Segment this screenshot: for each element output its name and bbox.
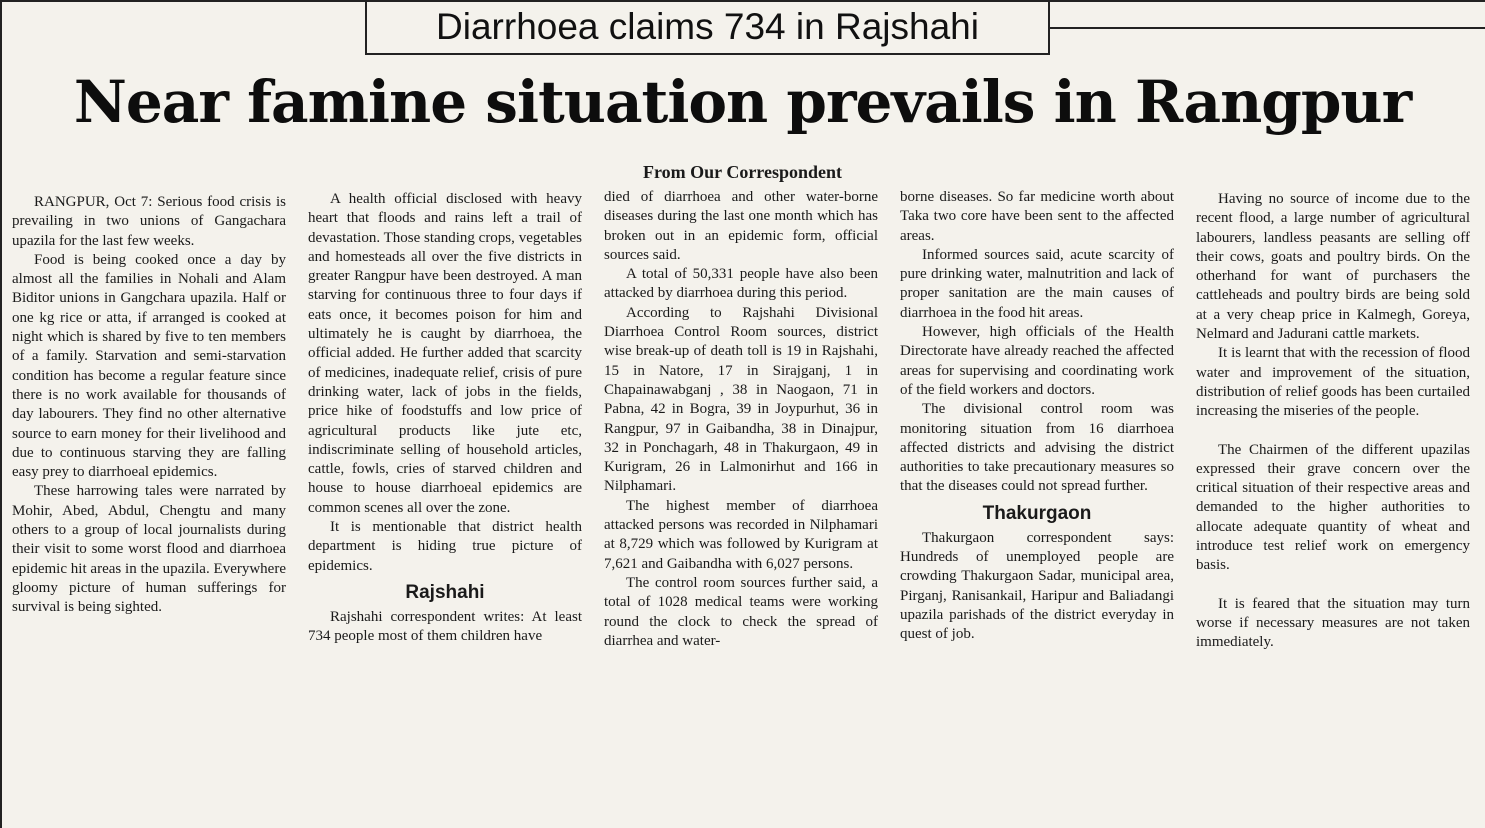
paragraph: Rajshahi correspondent writes: At least 734 people most of them children have: [308, 608, 582, 645]
paragraph: died of diarrhoea and other water-borne diseases during the last one month which has broken out in an epidemic form, official sources said.: [604, 189, 878, 263]
byline: From Our Correspondent: [642, 162, 842, 182]
paragraph: Thakurgaon correspondent says: Hundreds of unemployed people are crowding Thakurgaon Sadar, municipal area, Pirganj, Ranisankail, Haripur and Baliadangi upazila parishads of the district everyday in quest of job.: [900, 529, 1174, 643]
main-headline: Near famine situation prevails in Rangpur: [73, 68, 1412, 136]
subhead-rajshahi: Rajshahi: [405, 581, 485, 603]
article-column-4: [900, 188, 1174, 822]
paragraph: It is feared that the situation may turn worse if necessary measures are not taken immediately.: [1196, 595, 1470, 651]
paragraph: Having no source of income due to the recent flood, a large number of agricultural labourers, landless peasants are selling off their cows, goats and poultry birds. On the otherhand for want of purchasers the cattleheads and poultry birds are being sold at a very cheap price in Kalmegh, Goreya, Nelmard and Jadurani cattle markets.: [1196, 191, 1470, 343]
paragraph: Informed sources said, acute scarcity of pure drinking water, malnutrition and lack of proper sanitation are the main causes of diarrhoea in the food hit areas.: [900, 246, 1174, 321]
paragraph: According to Rajshahi Divisional Diarrhoea Control Room sources, district wise break-up of death toll is 19 in Rajshahi, 15 in Natore, 17 in Sirajganj, 1 in Chapainawabganj , 38 in Naogaon, 71 in Pabna, 42 in Bogra, 39 in Joypurhut, 36 in Rangpur, 97 in Gaibandha, 38 in Dinajpur, 32 in Ponchagarh, 48 in Thakurgaon, 49 in Kurigram, 26 in Lalmonirhut and 166 in Nilphamari.: [604, 304, 878, 495]
article-column-2: [308, 190, 582, 824]
article-column-3: [604, 188, 878, 822]
paragraph: These harrowing tales were narrated by Mohir, Abed, Abdul, Chengtu and many others to a group of local journalists during their visit to some worst flood and diarrhoea epidemic hit areas in the upazila. Everywhere gloomy picture of human sufferings for survival is being sighted.: [12, 483, 286, 616]
paragraph: A total of 50,331 people have also been attacked by diarrhoea during this period.: [604, 266, 878, 302]
paragraph: The highest member of diarrhoea attacked persons was recorded in Nilphamari at 8,729 which was followed by Kurigram at 7,621 and Gaibandha with 6,027 persons.: [604, 497, 878, 572]
subhead-thakurgaon: Thakurgaon: [982, 502, 1092, 524]
article-column-1: [12, 193, 286, 827]
top-rule: [1050, 27, 1485, 29]
paragraph: A health official disclosed with heavy heart that floods and rains left a trail of devastation. Those standing crops, vegetables and homesteads all over the five districts in greater Rangpur have been destroyed. A man starving for continuous three to four days if eats once, it becomes poison for him and ultimately he is caught by diarrhoea, the official added. He further added that scarcity of medicines, inadequate relief, crisis of pure drinking water, lack of jobs in the fields, price hike of foodstuffs and low price of agricultural products like jute etc, indiscriminate selling of household articles, cattle, fowls, cries of starved children and house to house diarrhoeal epidemics are common scenes all over the zone.: [308, 191, 582, 516]
paragraph: The control room sources further said, a total of 1028 medical teams were working round the clock to check the spread of diarrhea and water-: [604, 574, 878, 649]
article-column-5: [1196, 190, 1470, 824]
paragraph: It is learnt that with the recession of flood water and improvement of the situation, distribution of relief goods has been curtailed increasing the miseries of the people.: [1196, 345, 1470, 420]
paragraph: borne diseases. So far medicine worth about Taka two core have been sent to the affected areas.: [900, 189, 1174, 244]
paragraph: Food is being cooked once a day by almost all the families in Nohali and Alam Biditor unions in Gangchara upazila. Half or one kg rice or atta, if arranged is cooked at night which is shared by five to ten members of a family. Starvation and semi-starvation condition has become a regular feature since there is no work available for thousands of day labourers. They find no other alternative source to earn money for their livelihood and due to continuous starving they are falling easy prey to diarrhoeal epidemics.: [12, 251, 286, 481]
paragraph: RANGPUR, Oct 7: Serious food crisis is prevailing in two unions of Gangachara upazila for the last few weeks.: [12, 194, 286, 249]
kicker-headline: Diarrhoea claims 734 in Rajshahi: [436, 6, 979, 47]
paragraph: However, high officials of the Health Directorate have already reached the affected areas for supervising and coordinating work of the field workers and doctors.: [900, 324, 1174, 398]
paragraph: The divisional control room was monitoring situation from 16 diarrhoea affected districts and advising the district authorities to take precautionary measures so that the diseases could not spread further.: [900, 401, 1174, 495]
paragraph: The Chairmen of the different upazilas expressed their grave concern over the critical situation of their respective areas and demanded to the higher authorities to allocate adequate quantity of wheat and introduce test relief work on emergency basis.: [1196, 441, 1470, 574]
paragraph: It is mentionable that district health department is hiding true picture of epidemics.: [308, 519, 582, 574]
